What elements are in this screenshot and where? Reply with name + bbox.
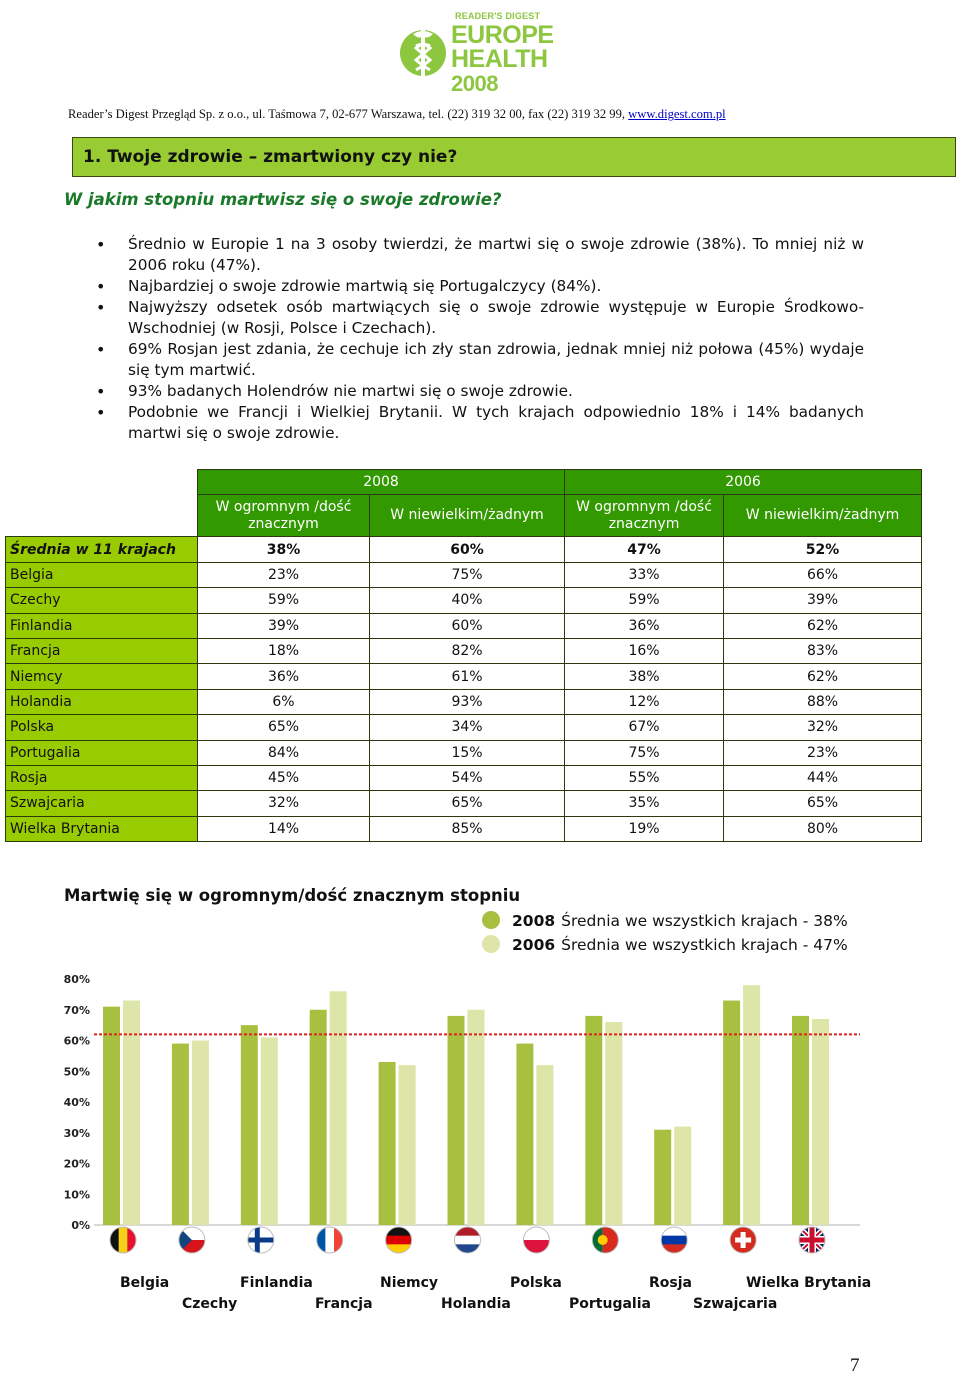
country-name-cell: Czechy — [6, 588, 198, 613]
value-cell-low-2008: 15% — [370, 740, 565, 765]
finding-item: • 69% Rosjan jest zdania, że cechuje ich zły stan zdrowia, jednak mniej niż połowa (45%) wydaje się tym martwić. — [96, 339, 864, 381]
table-row — [6, 613, 922, 638]
value-cell-low-2006: 23% — [724, 740, 922, 765]
value-cell-high-2008: 84% — [198, 740, 370, 765]
country-name-cell: Średnia w 11 krajach — [6, 537, 198, 562]
y-tick-label: 60% — [63, 1034, 90, 1048]
value-cell-low-2006: 62% — [724, 613, 922, 638]
survey-question: W jakim stopniu martwisz się o swoje zdrowie? — [64, 190, 502, 209]
y-tick-label: 70% — [63, 1003, 90, 1017]
bar-2008 — [516, 1044, 533, 1225]
value-cell-high-2008: 14% — [198, 816, 370, 841]
finland-flag-icon — [248, 1227, 274, 1253]
publisher-address — [68, 107, 726, 122]
logo-brand-text: READER'S DIGEST — [455, 11, 541, 21]
value-cell-low-2008: 34% — [370, 715, 565, 740]
value-cell-high-2008: 36% — [198, 664, 370, 689]
value-cell-high-2008: 32% — [198, 791, 370, 816]
section-title-bar — [72, 137, 956, 177]
y-tick-label: 10% — [63, 1188, 90, 1202]
bar-2006 — [330, 991, 347, 1225]
country-name-cell: Holandia — [6, 689, 198, 714]
russia-flag-icon — [661, 1227, 687, 1254]
logo-text-health: HEALTH — [451, 45, 548, 73]
value-cell-low-2006: 39% — [724, 588, 922, 613]
table-row — [6, 715, 922, 740]
bar-2008 — [172, 1044, 189, 1225]
bar-2006 — [812, 1019, 829, 1225]
table-row — [6, 562, 922, 587]
portugal-flag-icon — [592, 1227, 618, 1253]
value-cell-low-2008: 82% — [370, 638, 565, 663]
country-label: Polska — [510, 1275, 562, 1291]
country-name-cell: Rosja — [6, 765, 198, 790]
table-row — [6, 740, 922, 765]
france-flag-icon — [317, 1227, 343, 1253]
country-label: Rosja — [649, 1275, 692, 1291]
bar-2006 — [536, 1065, 553, 1225]
bar-2008 — [379, 1062, 396, 1225]
bar-2008 — [448, 1016, 465, 1225]
value-cell-low-2008: 75% — [370, 562, 565, 587]
value-cell-low-2006: 32% — [724, 715, 922, 740]
country-label: Finlandia — [240, 1275, 313, 1291]
y-tick-label: 40% — [63, 1096, 90, 1109]
country-name-cell: Szwajcaria — [6, 791, 198, 816]
bar-2008 — [654, 1130, 671, 1225]
value-cell-low-2008: 65% — [370, 791, 565, 816]
y-tick-label: 50% — [63, 1065, 90, 1079]
results-table-body — [6, 470, 922, 842]
legend-item-2006 — [482, 935, 848, 954]
value-cell-high-2006: 59% — [565, 588, 724, 613]
table-row — [6, 816, 922, 841]
bar-2008 — [585, 1016, 602, 1225]
country-name-cell: Francja — [6, 638, 198, 663]
country-name-cell: Polska — [6, 715, 198, 740]
bar-2006 — [399, 1065, 416, 1225]
table-year-header-row — [6, 470, 922, 495]
legend-swatch-2008 — [482, 911, 500, 929]
header-year-2006: 2006 — [565, 470, 922, 495]
value-cell-high-2006: 35% — [565, 791, 724, 816]
legend-text: Średnia we wszystkich krajach - 38% — [561, 912, 848, 930]
findings-list — [96, 234, 864, 444]
country-label: Francja — [315, 1296, 373, 1312]
value-cell-high-2008: 45% — [198, 765, 370, 790]
country-label: Wielka Brytania — [746, 1275, 872, 1291]
value-cell-low-2006: 62% — [724, 664, 922, 689]
bar-chart — [60, 965, 860, 1273]
address-text: Reader’s Digest Przegląd Sp. z o.o., ul. Taśmowa 7, 02-677 Warszawa, tel. (22) 319 32 00, fax (22) 319 32 99, — [68, 107, 629, 121]
finding-item: • Podobnie we Francji i Wielkiej Brytanii. W tych krajach odpowiednio 18% i 14% badanych martwi się o swoje zdrowie. — [96, 402, 864, 444]
header-high-2006: W ogromnym /dość znacznym — [565, 495, 724, 537]
value-cell-low-2008: 54% — [370, 765, 565, 790]
value-cell-high-2008: 59% — [198, 588, 370, 613]
value-cell-high-2008: 65% — [198, 715, 370, 740]
bar-2006 — [468, 1010, 485, 1225]
bar-2006 — [605, 1022, 622, 1225]
country-name-cell: Niemcy — [6, 664, 198, 689]
bar-2008 — [241, 1025, 258, 1225]
value-cell-high-2006: 75% — [565, 740, 724, 765]
value-cell-high-2008: 18% — [198, 638, 370, 663]
country-name-cell: Portugalia — [6, 740, 198, 765]
country-label: Czechy — [182, 1296, 238, 1312]
bar-2006 — [192, 1041, 209, 1226]
value-cell-low-2006: 66% — [724, 562, 922, 587]
value-cell-high-2006: 19% — [565, 816, 724, 841]
y-tick-label: 0% — [71, 1219, 90, 1232]
value-cell-low-2006: 80% — [724, 816, 922, 841]
country-label: Portugalia — [569, 1296, 651, 1312]
value-cell-low-2008: 85% — [370, 816, 565, 841]
value-cell-high-2006: 16% — [565, 638, 724, 663]
value-cell-high-2006: 33% — [565, 562, 724, 587]
table-row — [6, 791, 922, 816]
uk-flag-icon — [799, 1227, 825, 1253]
value-cell-low-2008: 60% — [370, 537, 565, 562]
poland-flag-icon — [523, 1227, 549, 1254]
table-corner-cell — [6, 470, 198, 537]
header-low-2008: W niewielkim/żadnym — [370, 495, 565, 537]
table-average-row — [6, 537, 922, 562]
value-cell-low-2006: 65% — [724, 791, 922, 816]
netherlands-flag-icon — [455, 1227, 481, 1254]
y-tick-label: 80% — [63, 973, 90, 986]
value-cell-low-2008: 61% — [370, 664, 565, 689]
bar-2006 — [261, 1037, 278, 1225]
value-cell-high-2008: 23% — [198, 562, 370, 587]
germany-flag-icon — [386, 1227, 412, 1254]
legend-text: Średnia we wszystkich krajach - 47% — [561, 936, 848, 954]
country-label: Holandia — [441, 1296, 511, 1312]
value-cell-high-2006: 47% — [565, 537, 724, 562]
logo-text-europe: EUROPE — [451, 21, 554, 49]
caduceus-emblem-icon — [399, 10, 447, 96]
table-row — [6, 664, 922, 689]
country-name-cell: Belgia — [6, 562, 198, 587]
value-cell-low-2006: 83% — [724, 638, 922, 663]
legend-year: 2008 — [512, 912, 556, 930]
value-cell-high-2006: 12% — [565, 689, 724, 714]
finding-item: • Średnio w Europie 1 na 3 osoby twierdzi, że martwi się o swoje zdrowie (38%). To mniej niż w 2006 roku (47%). — [96, 234, 864, 276]
value-cell-low-2006: 88% — [724, 689, 922, 714]
value-cell-low-2008: 93% — [370, 689, 565, 714]
section-title: 1. Twoje zdrowie – zmartwiony czy nie? — [83, 147, 458, 167]
value-cell-low-2006: 52% — [724, 537, 922, 562]
value-cell-high-2008: 38% — [198, 537, 370, 562]
y-tick-label: 20% — [63, 1157, 90, 1171]
switzerland-flag-icon — [730, 1227, 756, 1253]
legend-swatch-2006 — [482, 935, 500, 953]
value-cell-high-2006: 55% — [565, 765, 724, 790]
chart-title: Martwię się w ogromnym/dość znacznym stopniu — [64, 886, 521, 905]
finding-item: • Najwyższy odsetek osób martwiących się o swoje zdrowie występuje w Europie Środkowo-Wschodniej (w Rosji, Polsce i Czechach). — [96, 297, 864, 339]
chart-country-labels — [0, 1275, 960, 1315]
value-cell-high-2006: 67% — [565, 715, 724, 740]
value-cell-low-2008: 60% — [370, 613, 565, 638]
belgium-flag-icon — [110, 1227, 137, 1253]
country-label: Belgia — [120, 1275, 170, 1291]
value-cell-high-2006: 38% — [565, 664, 724, 689]
legend-year: 2006 — [512, 936, 556, 954]
table-row — [6, 588, 922, 613]
bar-2008 — [310, 1010, 327, 1225]
country-name-cell: Wielka Brytania — [6, 816, 198, 841]
website-link[interactable]: www.digest.com.pl — [628, 107, 726, 121]
header-year-2008: 2008 — [198, 470, 565, 495]
country-label: Szwajcaria — [693, 1296, 778, 1312]
table-row — [6, 689, 922, 714]
finding-item: • Najbardziej o swoje zdrowie martwią się Portugalczycy (84%). — [96, 276, 864, 297]
bar-2008 — [103, 1007, 120, 1225]
logo-text-year: 2008 — [451, 71, 498, 96]
value-cell-high-2006: 36% — [565, 613, 724, 638]
table-row — [6, 765, 922, 790]
value-cell-high-2008: 39% — [198, 613, 370, 638]
finding-item: • 93% badanych Holendrów nie martwi się o swoje zdrowie. — [96, 381, 864, 402]
page-number: 7 — [850, 1355, 860, 1375]
legend-item-2008 — [482, 911, 848, 930]
y-tick-label: 30% — [63, 1126, 90, 1140]
bar-2006 — [743, 985, 760, 1225]
results-table — [5, 469, 922, 842]
country-label: Niemcy — [380, 1275, 439, 1291]
czech-flag-icon — [179, 1227, 205, 1254]
header-low-2006: W niewielkim/żadnym — [724, 495, 922, 537]
bar-2008 — [792, 1016, 809, 1225]
europe-health-logo — [397, 2, 554, 100]
bar-2006 — [674, 1127, 691, 1225]
country-name-cell: Finlandia — [6, 613, 198, 638]
value-cell-high-2008: 6% — [198, 689, 370, 714]
value-cell-low-2008: 40% — [370, 588, 565, 613]
value-cell-low-2006: 44% — [724, 765, 922, 790]
table-row — [6, 638, 922, 663]
header-high-2008: W ogromnym /dość znacznym — [198, 495, 370, 537]
